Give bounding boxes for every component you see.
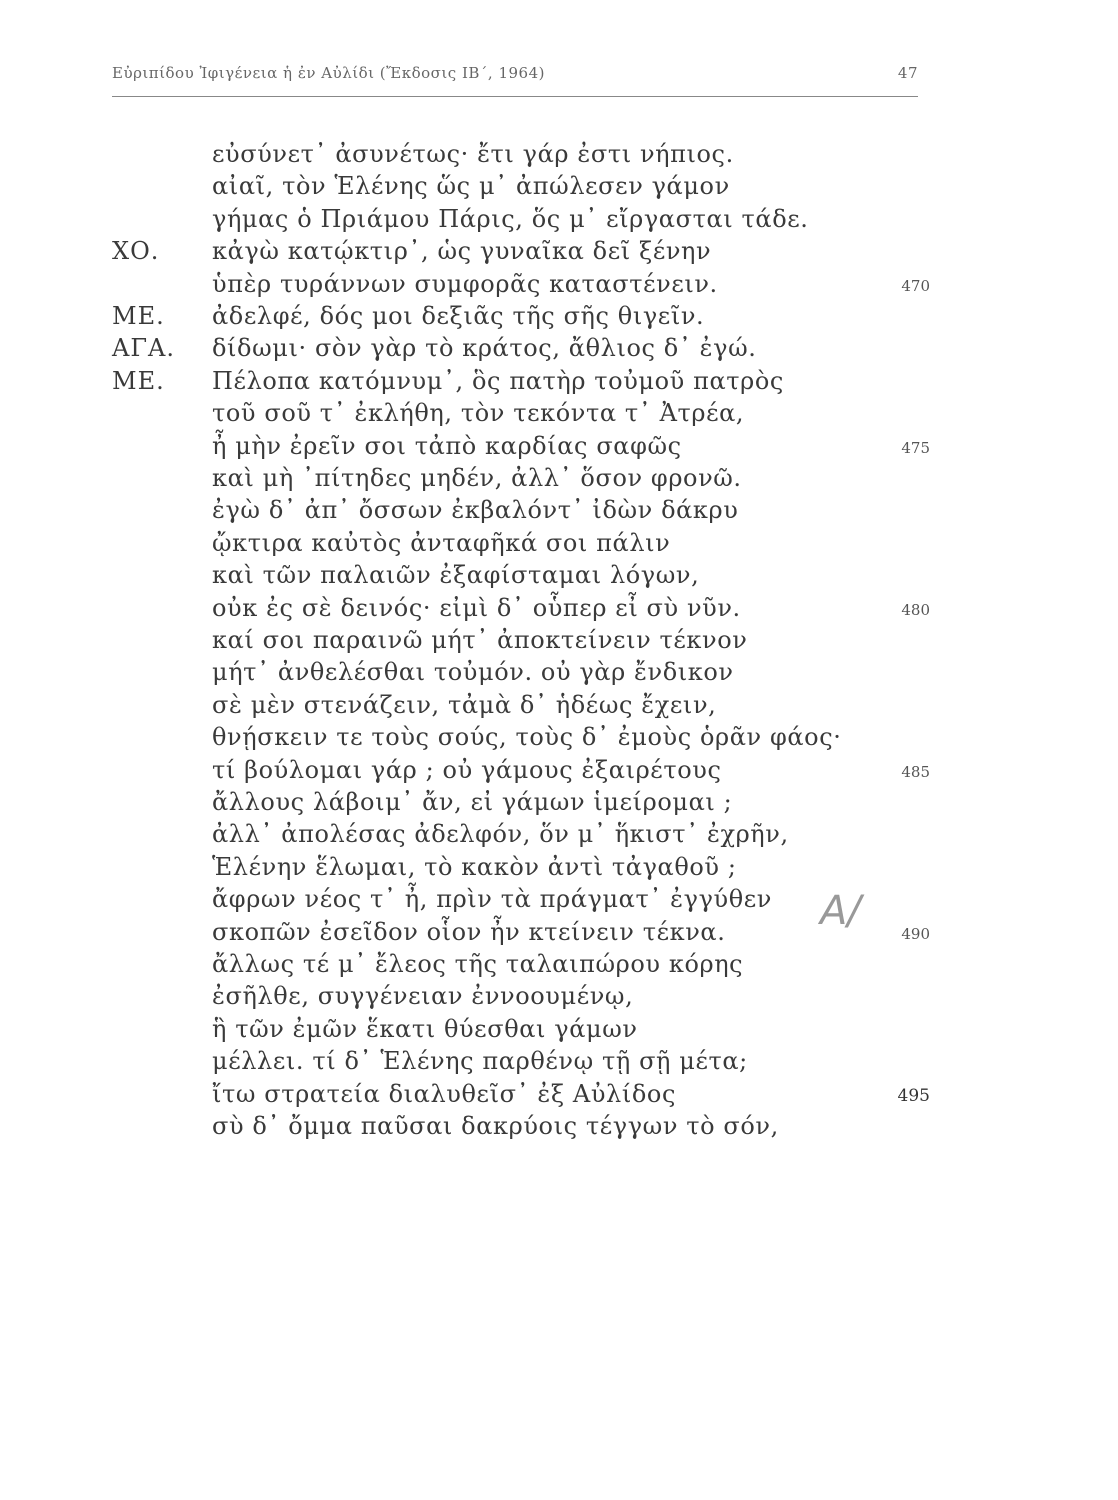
verse-text: ἀδελφέ, δός μοι δεξιᾶς τῆς σῆς θιγεῖν. bbox=[212, 302, 705, 330]
verse-line bbox=[0, 527, 1118, 559]
verse-text: σὲ μὲν στενάζειν, τἀμὰ δ᾿ ἡδέως ἔχειν, bbox=[212, 690, 717, 719]
speaker-label: ΑΓΑ. bbox=[112, 334, 175, 363]
verse-line bbox=[0, 300, 1118, 332]
running-header bbox=[112, 64, 918, 82]
verse-line bbox=[0, 462, 1118, 494]
verse-line bbox=[0, 397, 1118, 429]
verse-line bbox=[0, 786, 1118, 818]
line-number: 480 bbox=[901, 600, 930, 619]
verse-line bbox=[0, 916, 1118, 948]
line-number: 485 bbox=[901, 762, 930, 781]
verse-line bbox=[0, 203, 1118, 235]
verse-line bbox=[0, 1045, 1118, 1077]
verse-text: ἄφρων νέος τ᾿ ἦ, πρὶν τὰ πράγματ᾿ ἐγγύθεν bbox=[212, 885, 772, 914]
verse-line bbox=[0, 332, 1118, 364]
verse-line bbox=[0, 1013, 1118, 1045]
verse-line bbox=[0, 1110, 1118, 1142]
speaker-label: ΜΕ. bbox=[112, 302, 165, 330]
verse-text: καὶ τῶν παλαιῶν ἐξαφίσταμαι λόγων, bbox=[212, 561, 700, 590]
verse-text: Ἑλένην ἕλωμαι, τὸ κακὸν ἀντὶ τἀγαθοῦ ; bbox=[212, 852, 737, 881]
verse-text: γήμας ὁ Πριάμου Πάρις, ὅς μ᾿ εἴργασται τάδε. bbox=[212, 204, 809, 233]
verse-line bbox=[0, 559, 1118, 591]
line-number: 495 bbox=[897, 1085, 930, 1106]
verse-text: ἀλλ᾿ ἀπολέσας ἀδελφόν, ὅν μ᾿ ἥκιστ᾿ ἐχρῆν, bbox=[212, 820, 789, 849]
verse-text: εὐσύνετ᾿ ἀσυνέτως· ἔτι γάρ ἐστι νήπιος. bbox=[212, 140, 734, 168]
verse-line bbox=[0, 754, 1118, 786]
verse-text: καὶ μὴ ᾿πίτηδες μηδέν, ἀλλ᾿ ὅσον φρονῶ. bbox=[212, 464, 742, 492]
verse-line bbox=[0, 948, 1118, 980]
speaker-label: ΜΕ. bbox=[112, 366, 165, 395]
verse-line bbox=[0, 430, 1118, 462]
verse-text: ἐγὼ δ᾿ ἀπ᾿ ὄσσων ἐκβαλόντ᾿ ἰδὼν δάκρυ bbox=[212, 496, 739, 525]
running-title: Εὐριπίδου Ἰφιγένεια ἡ ἐν Αὐλίδι (Ἔκδοσις ΙΒ΄, 1964) bbox=[112, 64, 545, 82]
verse-line bbox=[0, 235, 1118, 267]
verse-text: ἐσῆλθε, συγγένειαν ἐννοουμένῳ, bbox=[212, 982, 634, 1011]
verse-text: σὺ δ᾿ ὄμμα παῦσαι δακρύοις τέγγων τὸ σόν, bbox=[212, 1112, 779, 1140]
verse-text: καί σοι παραινῶ μήτ᾿ ἀποκτείνειν τέκνον bbox=[212, 626, 748, 654]
verse-line bbox=[0, 980, 1118, 1012]
line-number: 475 bbox=[901, 438, 930, 457]
verse-line bbox=[0, 268, 1118, 300]
verse-line bbox=[0, 170, 1118, 202]
verse-text: ᾤκτιρα καὐτὸς ἀνταφῆκά σοι πάλιν bbox=[212, 528, 671, 557]
verse-line bbox=[0, 592, 1118, 624]
verse-text: κἀγὼ κατῴκτιρ᾿, ὡς γυναῖκα δεῖ ξένην bbox=[212, 237, 712, 266]
speaker-label: ΧΟ. bbox=[112, 237, 160, 266]
page-number: 47 bbox=[897, 64, 918, 82]
verse-line bbox=[0, 883, 1118, 915]
header-rule bbox=[112, 96, 918, 97]
line-number: 470 bbox=[901, 276, 930, 295]
verse-line bbox=[0, 1078, 1118, 1110]
verse-line bbox=[0, 494, 1118, 526]
verse-text: δίδωμι· σὸν γὰρ τὸ κράτος, ἄθλιος δ᾿ ἐγώ. bbox=[212, 334, 757, 363]
verse-text: ἣ τῶν ἐμῶν ἕκατι θύεσθαι γάμων bbox=[212, 1014, 638, 1043]
verse-line bbox=[0, 851, 1118, 883]
verse-text: τοῦ σοῦ τ᾿ ἐκλήθη, τὸν τεκόντα τ᾿ Ἀτρέα, bbox=[212, 399, 745, 428]
verse-text: ἴτω στρατεία διαλυθεῖσ᾿ ἐξ Αὐλίδος bbox=[212, 1079, 677, 1108]
verse-text: ἄλλως τέ μ᾿ ἔλεος τῆς ταλαιπώρου κόρης bbox=[212, 950, 744, 978]
verse-text: μήτ᾿ ἀνθελέσθαι τοὐμόν. οὐ γὰρ ἔνδικον bbox=[212, 658, 734, 687]
verse-text: τί βούλομαι γάρ ; οὐ γάμους ἐξαιρέτους bbox=[212, 755, 722, 784]
verse-text: οὐκ ἐς σὲ δεινός· εἰμὶ δ᾿ οὗπερ εἶ σὺ νῦν. bbox=[212, 593, 741, 622]
verse-text: μέλλει. τί δ᾿ Ἑλένης παρθένῳ τῇ σῇ μέτα; bbox=[212, 1047, 748, 1076]
margin-annotation: A/ bbox=[820, 888, 861, 934]
verse-line bbox=[0, 656, 1118, 688]
verse-line bbox=[0, 721, 1118, 753]
verse-line bbox=[0, 138, 1118, 170]
verse-text: θνῄσκειν τε τοὺς σούς, τοὺς δ᾿ ἐμοὺς ὁρᾶν φάος· bbox=[212, 723, 842, 752]
verse-text: Πέλοπα κατόμνυμ᾿, ὃς πατὴρ τοὐμοῦ πατρὸς bbox=[212, 366, 784, 395]
verse-line bbox=[0, 818, 1118, 850]
verse-text: ἄλλους λάβοιμ᾿ ἄν, εἰ γάμων ἱμείρομαι ; bbox=[212, 788, 733, 816]
verse-line bbox=[0, 689, 1118, 721]
verse-line bbox=[0, 624, 1118, 656]
verse-text: ὑπὲρ τυράννων συμφορᾶς καταστένειν. bbox=[212, 269, 718, 298]
verse-text: σκοπῶν ἐσεῖδον οἷον ἦν κτείνειν τέκνα. bbox=[212, 917, 726, 946]
verse-text: αἰαῖ, τὸν Ἑλένης ὥς μ᾿ ἀπώλεσεν γάμον bbox=[212, 172, 730, 201]
line-number: 490 bbox=[901, 924, 930, 943]
verse-text: ἦ μὴν ἐρεῖν σοι τἀπὸ καρδίας σαφῶς bbox=[212, 431, 682, 460]
verse-line bbox=[0, 365, 1118, 397]
